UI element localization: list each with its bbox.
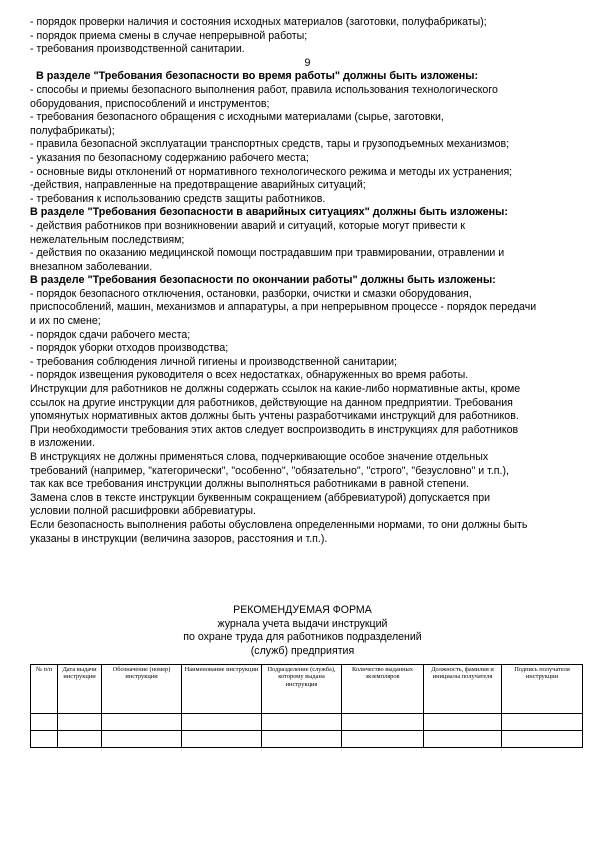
table-cell <box>502 714 583 731</box>
table-cell <box>102 731 182 748</box>
text-line: и их по смене; <box>30 315 101 328</box>
text-line: Если безопасность выполнения работы обусловлена определенными нормами, то они должны быть <box>30 518 528 531</box>
text-line: упомянутых нормативных актов должны быть учтены разработчиками инструкций для работников. <box>30 410 519 423</box>
table-cell <box>31 714 58 731</box>
table-cell <box>58 731 102 748</box>
document-body <box>30 16 575 546</box>
form-title-line: по охране труда для работников подразделений <box>183 631 422 644</box>
column-header: Подпись получателя инструкции <box>502 665 583 714</box>
table-cell <box>424 714 502 731</box>
table-cell <box>58 714 102 731</box>
table-cell <box>424 731 502 748</box>
text-line: - порядок безопасного отключения, остановки, разборки, очистки и смазки оборудования, <box>30 287 472 300</box>
form-title-line: РЕКОМЕНДУЕМАЯ ФОРМА <box>233 604 372 616</box>
text-line: - порядок проверки наличия и состояния исходных материалов (заготовки, полуфабрикаты); <box>30 16 487 28</box>
text-line: внезапном заболевании. <box>30 260 153 273</box>
text-line: требований (например, "категорически", "особенно", "обязательно", "строго", "безусловно" и т.п.), <box>30 464 509 477</box>
text-line: полуфабрикаты); <box>30 124 115 137</box>
text-line: - требования к использованию средств защиты работников. <box>30 192 326 205</box>
column-header: Дата выдачи инструкции <box>58 665 102 714</box>
text-line: так как все требования инструкции должны выполняться работниками в равной степени. <box>30 478 470 491</box>
table-cell <box>31 731 58 748</box>
text-line: ссылок на другие инструкции для работников, действующие на данном предприятии. Требования <box>30 396 513 409</box>
form-title-line: (служб) предприятия <box>250 644 355 657</box>
column-header: Должность, фамилия и инициалы получателя <box>424 665 502 714</box>
text-line: -действия, направленные на предотвращение аварийных ситуаций; <box>30 179 366 192</box>
column-header: Подразделение (служба), которому выдана инструкция <box>262 665 342 714</box>
table-cell <box>182 731 262 748</box>
column-header: Наименование инструкции <box>182 665 262 714</box>
table-cell <box>262 731 342 748</box>
text-line: Инструкции для работников не должны содержать ссылок на какие-либо нормативные акты, кроме <box>30 383 521 396</box>
journal-table <box>30 664 583 748</box>
text-line: - указания по безопасному содержанию рабочего места; <box>30 151 309 164</box>
table-cell <box>502 731 583 748</box>
section-heading: В разделе "Требования безопасности по окончании работы" должны быть изложены: <box>30 274 496 287</box>
text-line: - основные виды отклонений от нормативного технологического режима и методы их устранения; <box>30 165 513 178</box>
table-cell <box>342 714 424 731</box>
text-line: - действия работников при возникновении аварий и ситуаций, которые могут привести к <box>30 219 465 232</box>
column-header: Обозначение (номер) инструкции <box>102 665 182 714</box>
text-line: - способы и приемы безопасного выполнения работ, правила использования технологического <box>30 83 498 96</box>
text-line: В инструкциях не должны применяться слова, подчеркивающие особое значение отдельных <box>30 451 489 463</box>
form-title <box>30 604 575 658</box>
text-line: - порядок уборки отходов производства; <box>30 342 229 355</box>
text-line: - действия по оказанию медицинской помощи пострадавшим при травмировании, отравлении и <box>30 247 505 260</box>
text-line: При необходимости требования этих актов следует воспроизводить в инструкциях для работников <box>30 423 519 436</box>
text-line: - требования соблюдения личной гигиены и производственной санитарии; <box>30 355 397 368</box>
text-line: - правила безопасной эксплуатации транспортных средств, тары и грузоподъемных механизмов; <box>30 138 510 151</box>
text-line: - требования безопасного обращения с исходными материалами (сырье, заготовки, <box>30 111 444 124</box>
table-cell <box>342 731 424 748</box>
column-header: № п/п <box>31 665 58 714</box>
table-cell <box>102 714 182 731</box>
column-header: Количество выданных экземпляров <box>342 665 424 714</box>
text-line: - порядок извещения руководителя о всех недостатках, обнаруженных во время работы. <box>30 369 469 382</box>
text-line: оборудования, приспособлений и инструментов; <box>30 97 270 110</box>
table-header-row <box>31 665 583 714</box>
table-row <box>31 731 583 748</box>
text-line: приспособлений, машин, механизмов и аппаратуры, а при непрерывном процессе - порядок передачи <box>30 301 537 314</box>
text-line: - порядок приема смены в случае непрерывной работы; <box>30 29 308 42</box>
text-line: - порядок сдачи рабочего места; <box>30 328 191 341</box>
form-title-line: журнала учета выдачи инструкций <box>217 617 388 630</box>
table-row <box>31 714 583 731</box>
page-number: 9 <box>304 56 311 69</box>
section-heading: В разделе "Требования безопасности во время работы" должны быть изложены: <box>36 70 479 83</box>
text-line: условии полной расшифровки аббревиатуры. <box>30 505 256 518</box>
text-line: - требования производственной санитарии. <box>30 43 245 56</box>
text-line: нежелательным последствиям; <box>30 233 185 246</box>
text-line: указаны в инструкции (величина зазоров, расстояния и т.п.). <box>30 532 328 545</box>
text-line: в изложении. <box>30 437 95 450</box>
table-cell <box>262 714 342 731</box>
text-line: Замена слов в тексте инструкции буквенным сокращением (аббревиатурой) допускается при <box>30 491 491 504</box>
table-cell <box>182 714 262 731</box>
section-heading: В разделе "Требования безопасности в аварийных ситуациях" должны быть изложены: <box>30 206 508 219</box>
